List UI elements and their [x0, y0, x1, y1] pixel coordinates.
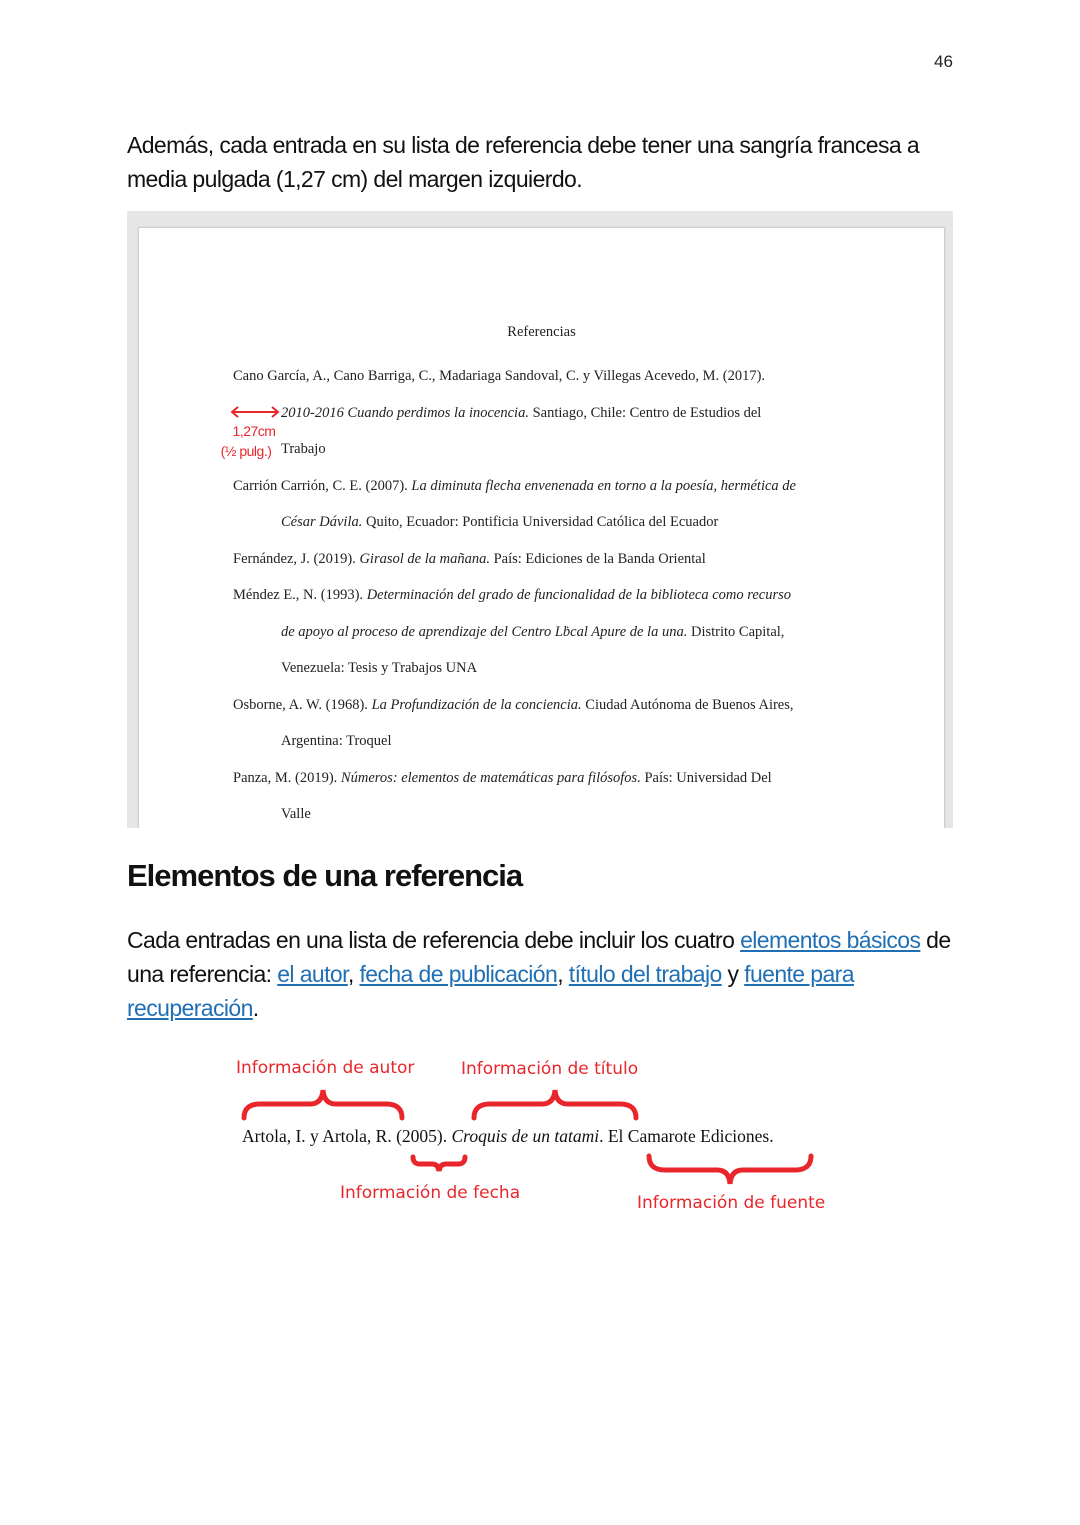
reference-line	[233, 587, 791, 604]
reference-title-text: 2010-2016 Cuando perdimos la inocencia.	[281, 404, 529, 421]
reference-text: Argentina: Troquel	[281, 733, 392, 749]
references-heading: Referencias	[507, 324, 576, 340]
reference-title-text: Girasol de la mañana.	[359, 550, 490, 567]
reference-text: Carrión Carrión, C. E. (2007).	[233, 477, 412, 494]
reference-line	[233, 551, 706, 568]
indent-equivalent-label: (½ pulg.)	[220, 443, 272, 459]
brace-source-icon	[645, 1152, 815, 1188]
reference-text: Méndez E., N. (1993).	[233, 587, 367, 603]
reference-text: Distrito Capital,	[687, 623, 785, 640]
reference-text: País: Universidad Del	[640, 769, 772, 786]
ref-date: (2005).	[391, 1126, 448, 1146]
reference-elements-diagram	[230, 1050, 850, 1230]
reference-text: Santiago, Chile: Centro de Estudios del	[528, 404, 762, 421]
reference-text: Ciudad Autónoma de Buenos Aires,	[581, 696, 794, 713]
reference-text: Fernández, J. (2019).	[233, 550, 360, 567]
separator: ,	[347, 961, 360, 987]
label-author-info: Información de autor	[236, 1058, 415, 1078]
reference-line	[281, 441, 326, 458]
example-reference	[242, 1126, 774, 1147]
reference-line	[281, 733, 392, 750]
brace-title-icon	[470, 1086, 640, 1122]
document-page	[138, 227, 945, 828]
reference-line	[281, 806, 311, 823]
page-number: 46	[934, 52, 953, 71]
ref-author: Artola, I. y Artola, R.	[242, 1126, 392, 1146]
link-fuente[interactable]: fuente para recuperación	[127, 961, 854, 1021]
brace-author-icon	[240, 1086, 406, 1122]
reference-text: País: Ediciones de la Banda Oriental	[489, 550, 706, 567]
reference-line	[233, 478, 796, 495]
reference-title-text: de apoyo al proceso de aprendizaje del Centro Lḃcal Apure de la una.	[281, 623, 688, 640]
ref-source: . El Camarote Ediciones.	[599, 1126, 774, 1146]
double-arrow-icon	[229, 406, 281, 418]
reference-line	[233, 770, 772, 787]
reference-line	[281, 624, 784, 641]
reference-list-screenshot	[127, 211, 953, 828]
reference-text: Valle	[281, 806, 311, 822]
reference-text: Panza, M. (2019).	[233, 769, 341, 786]
label-source-info: Información de fuente	[637, 1193, 826, 1213]
link-fecha[interactable]: fecha de publicación	[359, 961, 558, 987]
reference-line	[281, 405, 761, 422]
reference-title-text: La diminuta flecha envenenada en torno a la poesía, hermética de	[411, 477, 796, 494]
ref-title: Croquis de un tatami	[447, 1126, 600, 1146]
reference-title-text: César Dávila.	[281, 514, 363, 530]
intro-paragraph: Además, cada entrada en su lista de referencia debe tener una sangría francesa a media pulgada (1,27 cm) del margen izquierdo.	[127, 132, 920, 192]
reference-title-text: Determinación del grado de funcionalidad de la biblioteca como recurso	[366, 587, 792, 603]
separator: y	[721, 961, 745, 987]
reference-line	[281, 660, 477, 677]
label-title-info: Información de título	[461, 1059, 639, 1079]
section-title: Elementos de una referencia	[127, 858, 523, 893]
link-elementos-basicos[interactable]: elementos básicos	[740, 927, 921, 953]
indent-measure-label: 1,27cm	[232, 423, 276, 439]
reference-text: Cano García, A., Cano Barriga, C., Madariaga Sandoval, C. y Villegas Acevedo, M. (2017).	[233, 368, 766, 384]
reference-text: Trabajo	[281, 441, 326, 457]
label-date-info: Información de fecha	[340, 1183, 521, 1203]
reference-line	[233, 697, 794, 714]
link-titulo[interactable]: título del trabajo	[568, 961, 722, 987]
section-paragraph	[127, 923, 977, 1025]
reference-text: Osborne, A. W. (1968).	[233, 696, 372, 713]
reference-text: Venezuela: Tesis y Trabajos UNA	[281, 660, 478, 676]
separator: ,	[557, 961, 569, 987]
reference-line	[281, 514, 718, 531]
reference-text: Quito, Ecuador: Pontificia Universidad Católica del Ecuador	[362, 514, 719, 530]
link-autor[interactable]: el autor	[277, 961, 348, 987]
paragraph-text: Cada entradas en una lista de referencia debe incluir los cuatro	[127, 927, 741, 953]
separator: .	[252, 995, 259, 1021]
brace-date-icon	[410, 1154, 468, 1174]
reference-title-text: Números: elementos de matemáticas para filósofos.	[340, 769, 641, 786]
paragraph-text: de una referencia:	[127, 927, 951, 987]
reference-title-text: La Profundización de la conciencia.	[371, 696, 582, 713]
reference-line	[233, 368, 765, 385]
